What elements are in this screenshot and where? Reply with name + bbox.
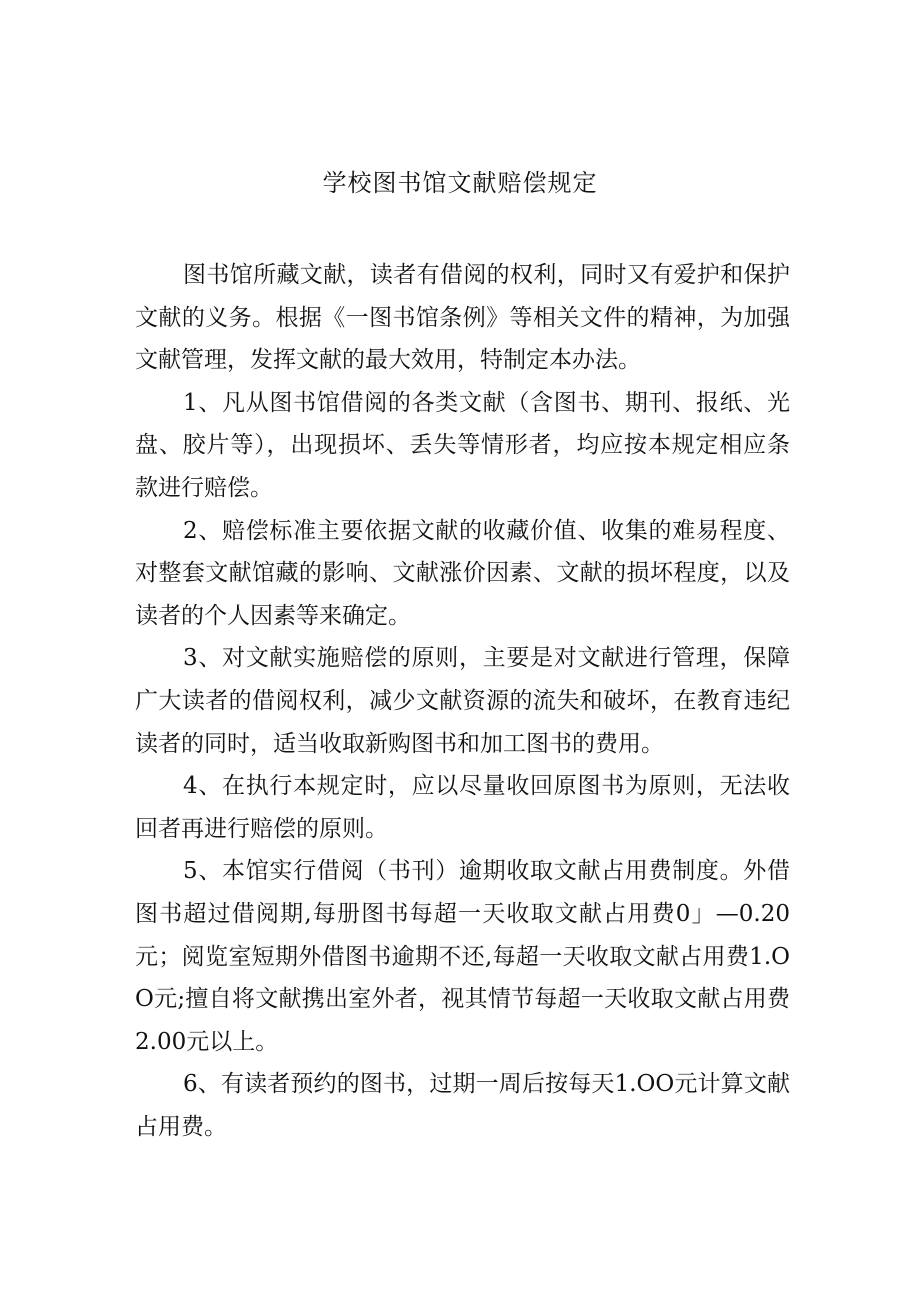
paragraph-intro: 图书馆所藏文献，读者有借阅的权利，同时又有爱护和保护文献的义务。根据《一图书馆条例》等相关文件的精神，为加强文献管理，发挥文献的最大效用，特制定本办法。 bbox=[135, 262, 790, 374]
paragraph-clause-5: 5、本馆实行借阅（书刊）逾期收取文献占用费制度。外借图书超过借阅期,每册图书每超一天收取文献占用费0」—0.20元；阅览室短期外借图书逾期不还,每超一天收取文献占用费1.OO元;擅自将文献携出室外者，视其情节每超一天收取文献占用费2.00元以上。 bbox=[135, 858, 790, 1055]
paragraph-clause-1: 1、凡从图书馆借阅的各类文献（含图书、期刊、报纸、光盘、胶片等），出现损坏、丢失等情形者，均应按本规定相应条款进行赔偿。 bbox=[135, 389, 790, 501]
paragraph-clause-2: 2、赔偿标准主要依据文献的收藏价值、收集的难易程度、对整套文献馆藏的影响、文献涨价因素、文献的损坏程度，以及读者的个人因素等来确定。 bbox=[135, 517, 790, 629]
document-title: 学校图书馆文献赔偿规定 bbox=[322, 169, 598, 197]
paragraph-clause-4: 4、在执行本规定时，应以尽量收回原图书为原则，无法收回者再进行赔偿的原则。 bbox=[135, 773, 790, 842]
paragraph-clause-6: 6、有读者预约的图书，过期一周后按每天1.OO元计算文献占用费。 bbox=[135, 1071, 790, 1140]
document-body bbox=[135, 254, 790, 1148]
paragraph-clause-3: 3、对文献实施赔偿的原则，主要是对文献进行管理，保障广大读者的借阅权利，减少文献资源的流失和破坏，在教育违纪读者的同时，适当收取新购图书和加工图书的费用。 bbox=[135, 645, 790, 757]
